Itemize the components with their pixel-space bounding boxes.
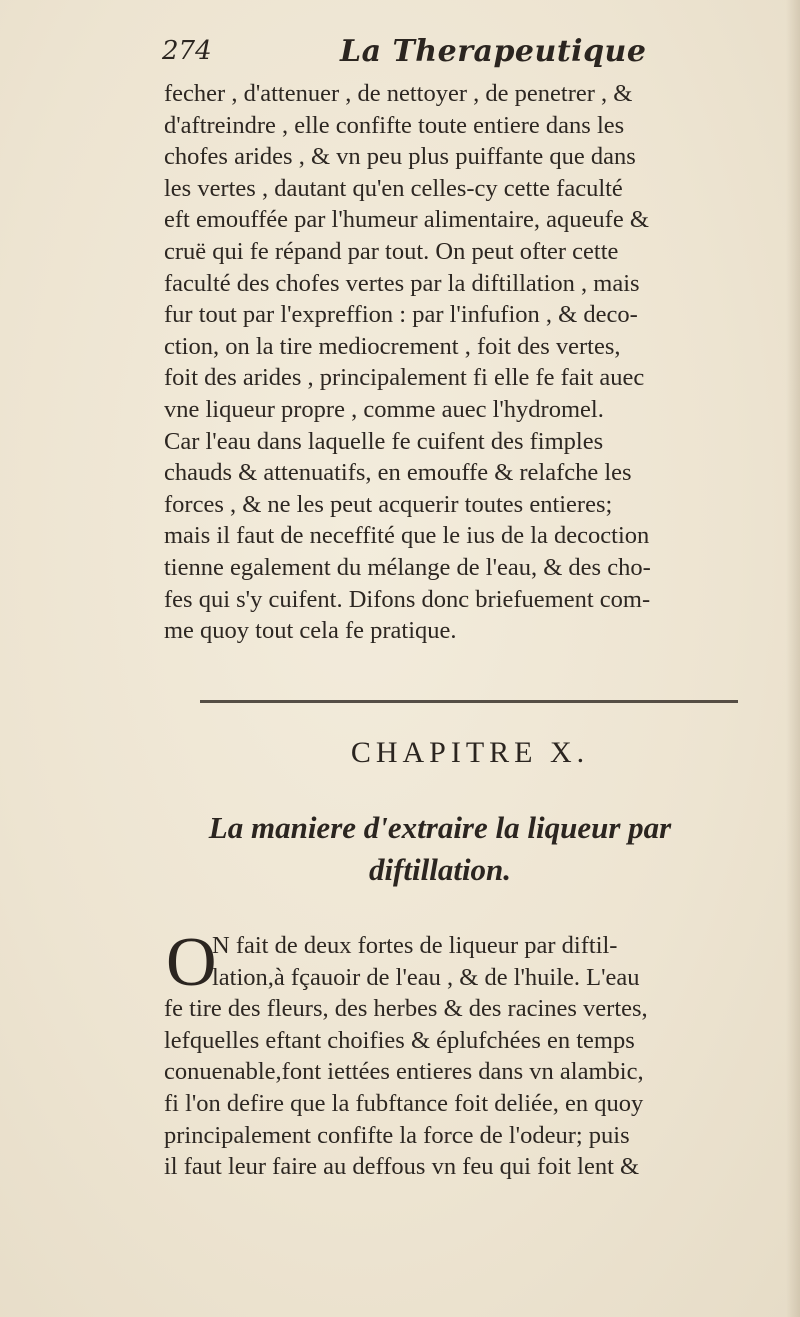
text-line: fes qui s'y cuifent. Difons donc briefuement com- (164, 585, 651, 613)
text-line: les vertes , dautant qu'en celles-cy cette faculté (164, 174, 623, 202)
text-line: mais il faut de neceffité que le ius de la decoction (164, 522, 650, 550)
chapter-subtitle-line1: La maniere d'extraire la liqueur par (208, 810, 672, 845)
text-line: fur tout par l'expreffion : par l'infufion , & deco- (164, 301, 638, 329)
text-line: chofes arides , & vn peu plus puiffante que dans (164, 143, 636, 171)
paragraph-continued (164, 78, 774, 647)
chapter-subtitle-line2: diftillation. (368, 852, 512, 887)
text-line: tienne egalement du mélange de l'eau, & des cho- (164, 553, 651, 581)
text-line: lefquelles eftant choifies & éplufchées en temps (164, 1026, 635, 1054)
text-line: conuenable,font iettées entieres dans vn alambic, (164, 1058, 644, 1086)
text-line: N fait de deux fortes de liqueur par diftil- (212, 932, 618, 959)
drop-cap: O (166, 924, 217, 1001)
text-line: me quoy tout cela fe pratique. (164, 617, 457, 645)
text-line: fi l'on defire que la fubftance foit deliée, en quoy (164, 1089, 644, 1117)
page-edge-shadow (786, 0, 800, 1317)
text-line: cruë qui fe répand par tout. On peut ofter cette (164, 237, 619, 265)
text-line: lation,à fçauoir de l'eau , & de l'huile. L'eau (212, 963, 640, 991)
chapter-heading: CHAPITRE X. (350, 736, 590, 769)
text-line: faculté des chofes vertes par la diftillation , mais (164, 269, 640, 297)
text-line: foit des arides , principalement fi elle fe fait auec (164, 364, 645, 392)
text-line: Car l'eau dans laquelle fe cuifent des fimples (164, 427, 604, 455)
section-divider (200, 700, 738, 703)
page-number: 274 (162, 36, 212, 66)
text-line: principalement confifte la force de l'odeur; puis (164, 1121, 630, 1149)
paragraph-chapter-body (164, 924, 774, 1183)
text-line: forces , & ne les peut acquerir toutes entieres; (164, 490, 613, 518)
running-title: La Therapeutique (340, 34, 647, 69)
page-header (162, 34, 702, 78)
text-line: fe tire des fleurs, des herbes & des racines vertes, (164, 995, 648, 1023)
text-line: il faut leur faire au deffous vn feu qui foit lent & (164, 1153, 640, 1181)
text-line: ction, on la tire mediocrement , foit des vertes, (164, 332, 621, 360)
text-line: d'aftreindre , elle confifte toute entiere dans les (164, 111, 625, 139)
text-line: fecher , d'attenuer , de nettoyer , de penetrer , & (164, 80, 633, 107)
text-line: chauds & attenuatifs, en emouffe & relafche les (164, 459, 632, 487)
text-line: vne liqueur propre , comme auec l'hydromel. (164, 395, 604, 423)
text-line: eft emouffée par l'humeur alimentaire, aqueufe & (164, 206, 649, 234)
